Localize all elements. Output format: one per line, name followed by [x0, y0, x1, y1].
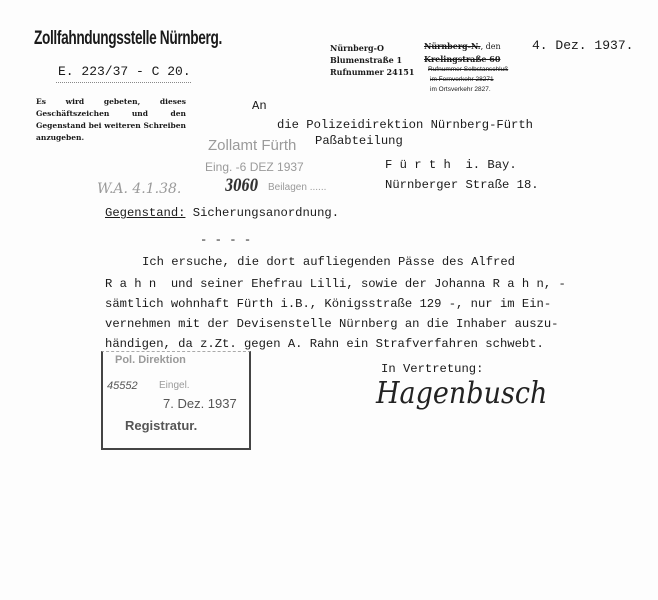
body-line: sämtlich wohnhaft Fürth i.B., Königsstraße 129 -, nur im Ein-: [105, 297, 552, 311]
handwritten-note: W.A. 4.1.38.: [97, 181, 182, 197]
old-phone: im Fernverkehr 28271: [430, 76, 494, 83]
reference-number: E. 223/37 - C 20.: [58, 64, 191, 79]
letter-date: 4. Dez. 1937.: [532, 38, 634, 53]
registry-date: 7. Dez. 1937: [163, 396, 237, 411]
stamp-attachments: Beilagen ......: [268, 182, 327, 193]
address-line: Rufnummer 24151: [330, 67, 415, 77]
divider: [56, 82, 191, 83]
recipient-city: F ü r t h i. Bay.: [385, 158, 517, 172]
office-letterhead: Zollfahndungsstelle Nürnberg.: [34, 28, 222, 49]
old-phone: Rufnummer Selbstanschluß: [428, 66, 509, 73]
old-city: Nürnberg-N.: [424, 41, 481, 51]
address-line: Nürnberg-O: [330, 43, 384, 53]
stamp-number: 3060: [225, 176, 259, 196]
recipient-an: An: [252, 99, 267, 113]
date-word: , den: [480, 42, 501, 51]
signature: Hagenbusch: [376, 376, 548, 411]
address-new: [330, 42, 414, 78]
body-line: händigen, da z.Zt. gegen A. Rahn ein Strafverfahren schwebt.: [105, 337, 544, 351]
recipient-street: Nürnberger Straße 18.: [385, 178, 539, 192]
subject: [105, 206, 339, 220]
old-phone: im Ortsverkehr 2827.: [430, 86, 491, 93]
body-line: vernehmen mit der Devisenstelle Nürnberg an die Inhaber auszu-: [105, 317, 559, 331]
registry-line: Pol. Direktion: [115, 354, 186, 366]
subject-value: Sicherungsanordnung.: [192, 206, 340, 220]
recipient-name: die Polizeidirektion Nürnberg-Fürth: [277, 118, 533, 132]
stamp-office: Zollamt Fürth: [208, 137, 297, 154]
subject-separator: - - - -: [200, 233, 252, 247]
registry-number: 45552: [107, 380, 138, 392]
signature-label: In Vertretung:: [381, 362, 484, 376]
address-old: [424, 40, 508, 95]
body-line: R a h n und seiner Ehefrau Lilli, sowie der Johanna R a h n, -: [105, 277, 566, 291]
body-line: Ich ersuche, die dort aufliegenden Pässe des Alfred: [142, 255, 515, 269]
registry-stamp: [101, 351, 251, 450]
reference-note: Es wird gebeten, dieses Geschäftszeichen und den Gegenstand bei weiteren Schreiben anzugeben.: [36, 97, 186, 142]
registry-line: Eingel.: [159, 380, 190, 391]
old-street: Krelingstraße 60: [424, 54, 501, 64]
registry-label: Registratur.: [125, 418, 198, 433]
stamp-date: Eing. -6 DEZ 1937: [205, 160, 304, 174]
address-line: Blumenstraße 1: [330, 55, 403, 65]
subject-label: Gegenstand:: [105, 206, 186, 220]
recipient-dept: Paßabteilung: [315, 134, 403, 148]
